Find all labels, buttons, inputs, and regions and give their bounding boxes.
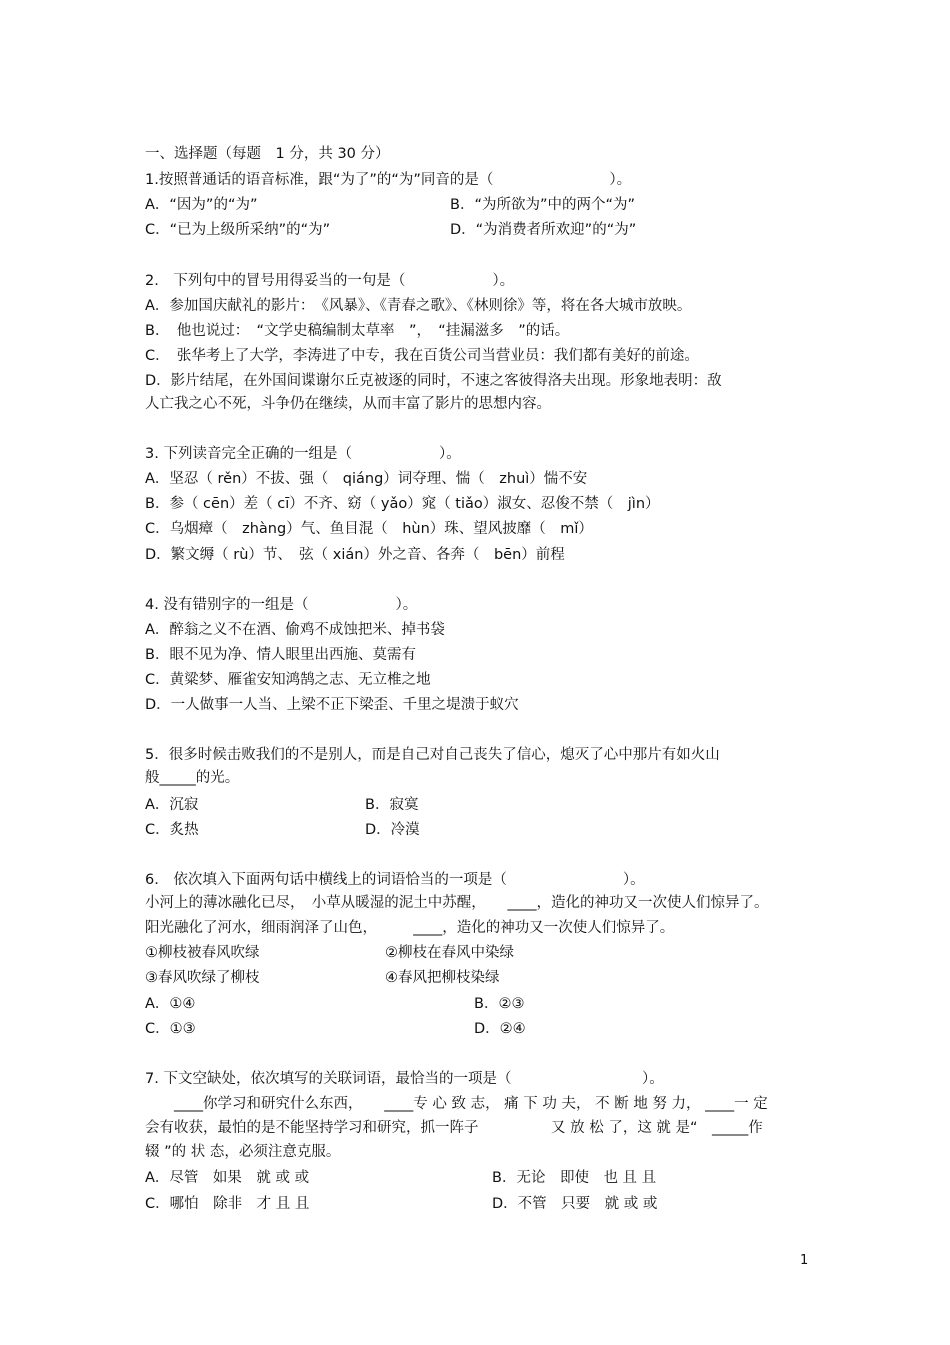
q2-stem: 2. 下列句中的冒号用得妥当的一句是（ ）。 (145, 273, 515, 289)
q5-option-a: A．沉寂 (145, 797, 199, 813)
q3-option-c: C．乌烟瘴（ zhàng）气、鱼目混（ hùn）珠、望风披靡（ mǐ） (145, 521, 593, 537)
q6-sentence-2: 阳光融化了河水，细雨润泽了山色， ____，造化的神功又一次使人们惊异了。 (145, 920, 675, 936)
q6-option-a: A．①④ (145, 996, 196, 1012)
q7-option-b: B．无论 即使 也 且 且 (492, 1170, 657, 1186)
q6-choice-4: ④春风把柳枝染绿 (385, 970, 500, 986)
q6-option-d: D．②④ (474, 1021, 526, 1037)
q6-option-b: B．②③ (474, 996, 525, 1012)
q6-stem: 6. 依次填入下面两句话中横线上的词语恰当的一项是（ ）。 (145, 872, 645, 888)
q2-option-c: C． 张华考上了大学，李涛进了中专，我在百货公司当营业员：我们都有美好的前途。 (145, 348, 699, 364)
q7-passage-line1: ____你学习和研究什么东西， ____专 心 致 志， 痛 下 功 夫， 不 断 地 努 力， ____一 定 (145, 1096, 768, 1112)
q4-option-d: D．一人做事一人当、上梁不正下梁歪、千里之堤溃于蚁穴 (145, 697, 519, 713)
q5-option-d: D．冷漠 (365, 822, 420, 838)
q1-option-c: C．“已为上级所采纳”的“为” (145, 222, 331, 238)
q7-stem: 7. 下文空缺处，依次填写的关联词语，最恰当的一项是（ ）。 (145, 1071, 664, 1087)
q4-option-b: B．眼不见为净、情人眼里出西施、莫需有 (145, 647, 416, 663)
q6-sentence-1: 小河上的薄冰融化已尽， 小草从暖湿的泥土中苏醒， ____，造化的神功又一次使人们惊异了。 (145, 895, 769, 911)
section-title: 一、选择题（每题 1 分，共 30 分） (145, 146, 390, 162)
q1-option-b: B．“为所欲为”中的两个“为” (450, 197, 635, 213)
q2-option-a: A．参加国庆献礼的影片： 《风暴》、《青春之歌》、《林则徐》等，将在各大城市放映。 (145, 298, 692, 314)
q7-passage-line2: 会有收获，最怕的是不能坚持学习和研究，抓一阵子 又 放 松 了，这 就 是“ _____作 (145, 1120, 763, 1136)
q4-option-a: A．醉翁之义不在酒、偷鸡不成蚀把米、掉书袋 (145, 622, 445, 638)
q5-option-b: B．寂寞 (365, 797, 419, 813)
q6-option-c: C．①③ (145, 1021, 196, 1037)
q5-option-c: C．炙热 (145, 822, 199, 838)
q3-option-a: A．坚忍（ rěn）不拔、强（ qiáng）词夺理、惴（ zhuì）惴不安 (145, 471, 588, 487)
q3-option-d: D．繁文缛（ rù）节、 弦（ xián）外之音、各奔（ bēn）前程 (145, 547, 565, 563)
q5-stem-line2: 般_____的光。 (145, 770, 240, 786)
q4-stem: 4. 没有错别字的一组是（ ）。 (145, 597, 418, 613)
q1-option-d: D．“为消费者所欢迎”的“为” (450, 222, 637, 238)
q6-choice-1: ①柳枝被春风吹绿 (145, 945, 260, 961)
q2-option-d-line2: 人亡我之心不死，斗争仍在继续，从而丰富了影片的思想内容。 (145, 396, 551, 412)
q1-stem: 1.按照普通话的语音标准，跟“为了”的“为”同音的是（ ）。 (145, 172, 632, 188)
q2-option-b: B． 他也说过： “文学史稿编制太草率 ”， “挂漏滋多 ”的话。 (145, 323, 570, 339)
q7-option-a: A．尽管 如果 就 或 或 (145, 1170, 310, 1186)
q7-option-d: D．不管 只要 就 或 或 (492, 1196, 658, 1212)
q3-option-b: B．参（ cēn）差（ cī）不齐、窈（ yǎo）窕（ tiǎo）淑女、忍俊不禁（ jìn） (145, 496, 660, 512)
q2-option-d-line1: D．影片结尾，在外国间谍谢尔丘克被逐的同时，不速之客彼得洛夫出现。形象地表明：敌 (145, 373, 722, 389)
q6-choice-2: ②柳枝在春风中染绿 (385, 945, 514, 961)
q3-stem: 3. 下列读音完全正确的一组是（ ）。 (145, 446, 461, 462)
q4-option-c: C．黄粱梦、雁雀安知鸿鹄之志、无立椎之地 (145, 672, 431, 688)
q5-stem-line1: 5．很多时候击败我们的不是别人，而是自己对自己丧失了信心，熄灭了心中那片有如火山 (145, 747, 720, 763)
q1-option-a: A．“因为”的“为” (145, 197, 258, 213)
q6-choice-3: ③春风吹绿了柳枝 (145, 970, 260, 986)
q7-option-c: C．哪怕 除非 才 且 且 (145, 1196, 310, 1212)
page-number: 1 (800, 1253, 809, 1268)
q7-passage-line3: 辍 ”的 状 态，必须注意克服。 (145, 1144, 341, 1160)
